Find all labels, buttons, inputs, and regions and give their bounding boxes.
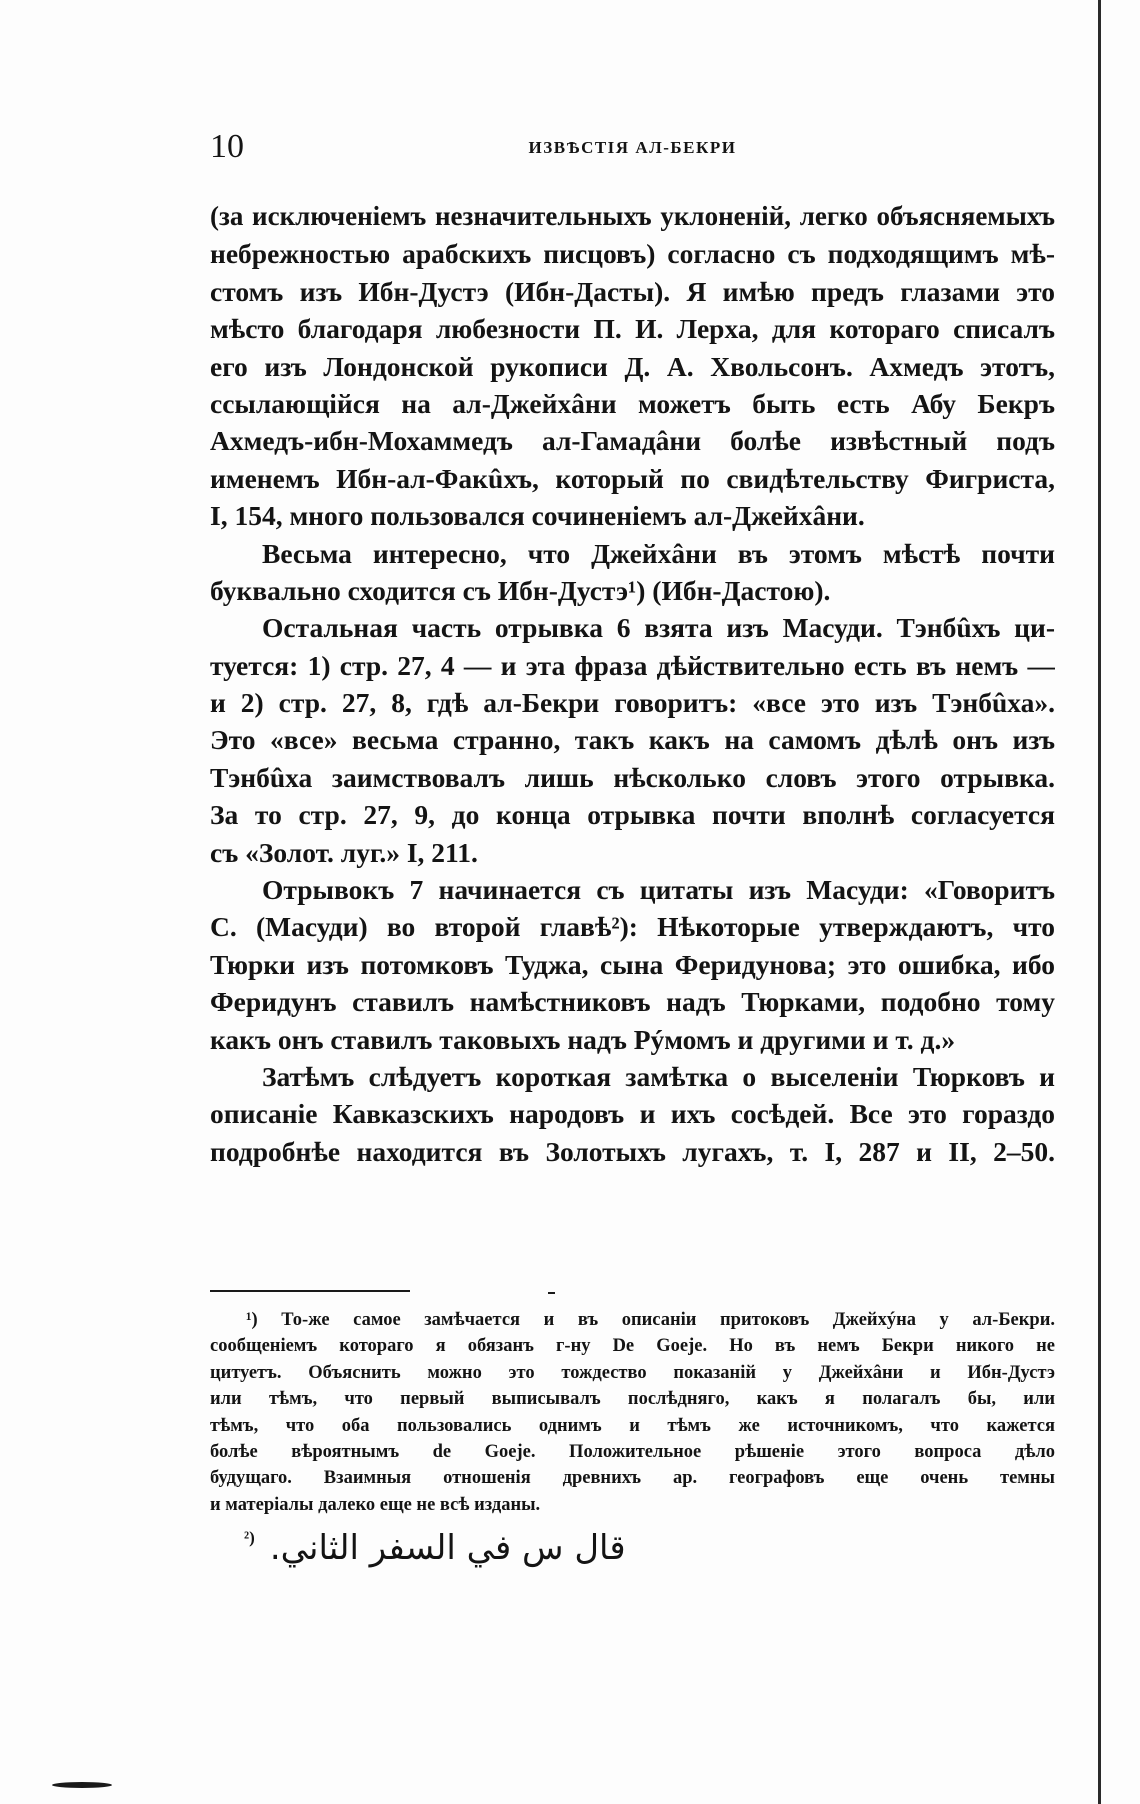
text-line: ссылающійся на ал-Джейхâни можетъ быть есть Абу Бекръ [210,387,1055,419]
footnote-line: сообщеніемъ котораго я обязанъ г-ну De Goeje. Но въ немъ Бекри никого не [210,1336,1055,1357]
footnote-line: и матеріалы далеко еще не всѣ изданы. [210,1494,541,1515]
text-line: Тюрки изъ потомковъ Туджа, сына Феридунова; это ошибка, ибо [210,948,1055,980]
footnote-line: болѣе вѣроятнымъ de Goeje. Положительное рѣшеніе этого вопроса дѣло [210,1441,1055,1462]
page-edge-line [1098,0,1101,1804]
text-line: Отрывокъ 7 начинается съ цитаты изъ Масуди: «Говоритъ [262,874,1055,906]
text-line: За то стр. 27, 9, до конца отрывка почти вполнѣ согласуется [210,799,1055,831]
footnote-separator [210,1290,410,1292]
page-number: 10 [210,128,244,165]
page-header [210,128,1055,168]
separator-mark [548,1292,555,1294]
text-line: С. (Масуди) во второй главѣ²): Нѣкоторые утверждаютъ, что [210,911,1055,943]
text-line: (за исключеніемъ незначительныхъ уклоненій, легко объясняемыхъ [210,201,1055,231]
text-line: Это «все» весьма странно, такъ какъ на самомъ дѣлѣ онъ изъ [210,724,1055,756]
text-line: Остальная часть отрывка 6 взята изъ Масуди. Тэнбûхъ ци- [262,612,1055,644]
footnote-line: будущаго. Взаимныя отношенія древнихъ ар. географовъ еще очень темны [210,1468,1055,1489]
footnote-line: цитуетъ. Объяснить можно это тождество показаній у Джейхâни и Ибн-Дустэ [210,1362,1055,1383]
footnote-line: ¹) То-же самое замѣчается и въ описаніи притоковъ Джейхýна у ал-Бекри. [246,1310,1055,1330]
text-line: подробнѣе находится въ Золотыхъ лугахъ, т. I, 287 и II, 2–50. [210,1135,1055,1167]
arabic-quote: قال س في السفر الثاني. [269,1528,626,1568]
footnote-line: или тѣмъ, что первый выписывалъ послѣдняго, какъ я полагалъ бы, или [210,1389,1055,1410]
footnote-arabic [244,1528,694,1578]
footnote-marker: ²) [244,1528,255,1547]
text-line: мѣсто благодаря любезности П. И. Лерха, для котораго списалъ [210,313,1055,345]
text-line: Тэнбûха заимствовалъ лишь нѣсколько словъ этого отрывка. [210,761,1055,793]
text-line: Феридунъ ставилъ намѣстниковъ надъ Тюрками, подобно тому [210,986,1055,1018]
text-line: небрежностью арабскихъ писцовъ) согласно съ подходящимъ мѣ- [210,238,1055,270]
text-line: I, 154, много пользовался сочиненіемъ ал-Джейхâни. [210,500,865,532]
footnotes [210,1307,1055,1518]
text-line: именемъ Ибн-ал-Факûхъ, который по свидѣтельству Фигриста, [210,462,1055,494]
text-line: съ «Золот. луг.» I, 211. [210,836,478,868]
footnote-line: тѣмъ, что оба пользовались однимъ и тѣмъ же источникомъ, что кажется [210,1415,1055,1436]
ink-smudge [52,1782,112,1788]
text-line: Весьма интересно, что Джейхâни въ этомъ мѣстѣ почти [262,537,1055,569]
text-line: туется: 1) стр. 27, 4 — и эта фраза дѣйствительно есть въ немъ — [210,649,1055,681]
text-line: его изъ Лондонской рукописи Д. А. Хвольсонъ. Ахмедъ этотъ, [210,350,1055,382]
text-line: стомъ изъ Ибн-Дустэ (Ибн-Дасты). Я имѣю предъ глазами это [210,275,1055,307]
text-line: какъ онъ ставилъ таковыхъ надъ Рýмомъ и другими и т. д.» [210,1023,956,1055]
text-line: Ахмедъ-ибн-Мохаммедъ ал-Гамадâни болѣе извѣстный подъ [210,425,1055,457]
text-line: и 2) стр. 27, 8, гдѣ ал-Бекри говоритъ: «все это изъ Тэнбûха». [210,687,1055,719]
running-title: ИЗВѢСТІЯ АЛ-БЕКРИ [528,138,737,157]
text-line: описаніе Кавказскихъ народовъ и ихъ сосѣдей. Все это гораздо [210,1098,1055,1130]
text-line: Затѣмъ слѣдуетъ короткая замѣтка о выселеніи Тюрковъ и [262,1060,1055,1092]
main-text [210,198,1055,1170]
text-line: буквально сходится съ Ибн-Дустэ¹) (Ибн-Дастою). [210,574,831,606]
